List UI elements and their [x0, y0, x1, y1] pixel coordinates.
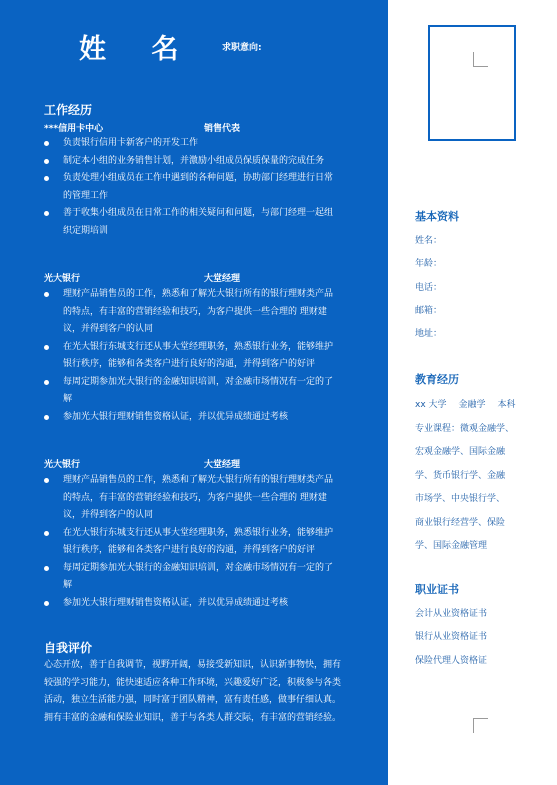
crop-mark-icon	[473, 718, 488, 733]
job-3-duties	[44, 472, 334, 612]
list-item: 善于收集小组成员在日常工作的相关疑问和问题，与部门经理一起组织定期培训	[44, 205, 334, 240]
certificate-item: 保险代理人资格证	[415, 656, 488, 666]
name-field: 姓名：	[415, 236, 443, 246]
address-field: 地址：	[415, 329, 443, 339]
resume-name: 姓 名	[79, 34, 197, 65]
list-item: 理财产品销售员的工作，熟悉和了解光大银行所有的银行理财类产品的特点，有丰富的营销经验和技巧，为客户提供一些合理的 理财建议，并得到客户的认同	[44, 472, 334, 525]
work-experience-title: 工作经历	[44, 103, 93, 117]
list-item: 理财产品销售员的工作，熟悉和了解光大银行所有的银行理财类产品的特点，有丰富的营销经验和技巧，为客户提供一些合理的 理财建议，并得到客户的认同	[44, 286, 334, 339]
job-1-company: ***信用卡中心	[44, 124, 104, 134]
age-field: 年龄：	[415, 259, 443, 269]
list-item: 负责银行信用卡新客户的开发工作	[44, 135, 334, 153]
photo-placeholder	[428, 25, 516, 141]
list-item: 每周定期参加光大银行的金融知识培训，对金融市场情况有一定的了解	[44, 374, 334, 409]
email-field: 邮箱：	[415, 306, 443, 316]
list-item: 在光大银行东城支行还从事大堂经理职务，熟悉银行业务，能够维护银行秩序，能够和各类客户进行良好的沟通，并得到客户的好评	[44, 525, 334, 560]
self-evaluation-text: 心态开放，善于自我调节，视野开阔，易接受新知识，认识新事物快，拥有较强的学习能力，能快速适应各种工作环境，兴趣爱好广泛，积极参与各类活动，独立生活能力强，同时富于团队精神，富有责任感，做事仔细认真。拥有丰富的金融和保险业知识，善于与各类人群交际，有丰富的营销经验。	[44, 660, 342, 723]
courses-line: 宏观金融学、国际金融	[415, 447, 506, 457]
job-2-header	[44, 271, 241, 284]
job-1-position: 销售代表	[204, 124, 241, 134]
major-name: 金融学	[458, 400, 486, 410]
job-2-duties	[44, 286, 334, 426]
courses-line: 市场学、中央银行学、	[415, 494, 506, 504]
self-evaluation-title: 自我评价	[44, 641, 93, 655]
list-item: 在光大银行东城支行还从事大堂经理职务，熟悉银行业务，能够维护银行秩序，能够和各类客户进行良好的沟通，并得到客户的好评	[44, 339, 334, 374]
education-school-line	[415, 394, 533, 418]
education-title: 教育经历	[415, 373, 459, 386]
certificates-title: 职业证书	[415, 583, 459, 596]
courses-line: 专业课程：微观金融学、	[415, 423, 515, 434]
job-3-company: 光大银行	[44, 460, 81, 470]
list-item: 负责处理小组成员在工作中遇到的各种问题，协助部门经理进行日常的管理工作	[44, 170, 334, 205]
job-3-position: 大堂经理	[204, 460, 241, 470]
list-item: 参加光大银行理财销售资格认证，并以优异成绩通过考核	[44, 409, 334, 427]
job-intent-label: 求职意向:	[222, 43, 262, 53]
list-item: 每周定期参加光大银行的金融知识培训，对金融市场情况有一定的了解	[44, 560, 334, 595]
phone-field: 电话：	[415, 283, 443, 293]
job-3-header	[44, 457, 241, 470]
courses-line: 学、国际金融管理	[415, 541, 488, 551]
list-item: 制定本小组的业务销售计划，并激励小组成员保质保量的完成任务	[44, 153, 334, 171]
certificate-item: 会计从业资格证书	[415, 609, 488, 619]
list-item: 参加光大银行理财销售资格认证，并以优异成绩通过考核	[44, 595, 334, 613]
basic-info-title: 基本资料	[415, 210, 459, 223]
crop-mark-icon	[473, 52, 488, 67]
job-2-position: 大堂经理	[204, 274, 241, 284]
courses-line: 商业银行经营学、保险	[415, 517, 506, 528]
courses-line: 学、货币银行学、金融	[415, 470, 506, 481]
education-details	[415, 394, 533, 559]
school-name: xx 大学	[415, 400, 447, 410]
job-2-company: 光大银行	[44, 274, 81, 284]
job-1-duties	[44, 135, 334, 240]
certificate-item: 银行从业资格证书	[415, 632, 488, 642]
degree-name: 本科	[497, 400, 516, 410]
job-1-header	[44, 121, 241, 134]
